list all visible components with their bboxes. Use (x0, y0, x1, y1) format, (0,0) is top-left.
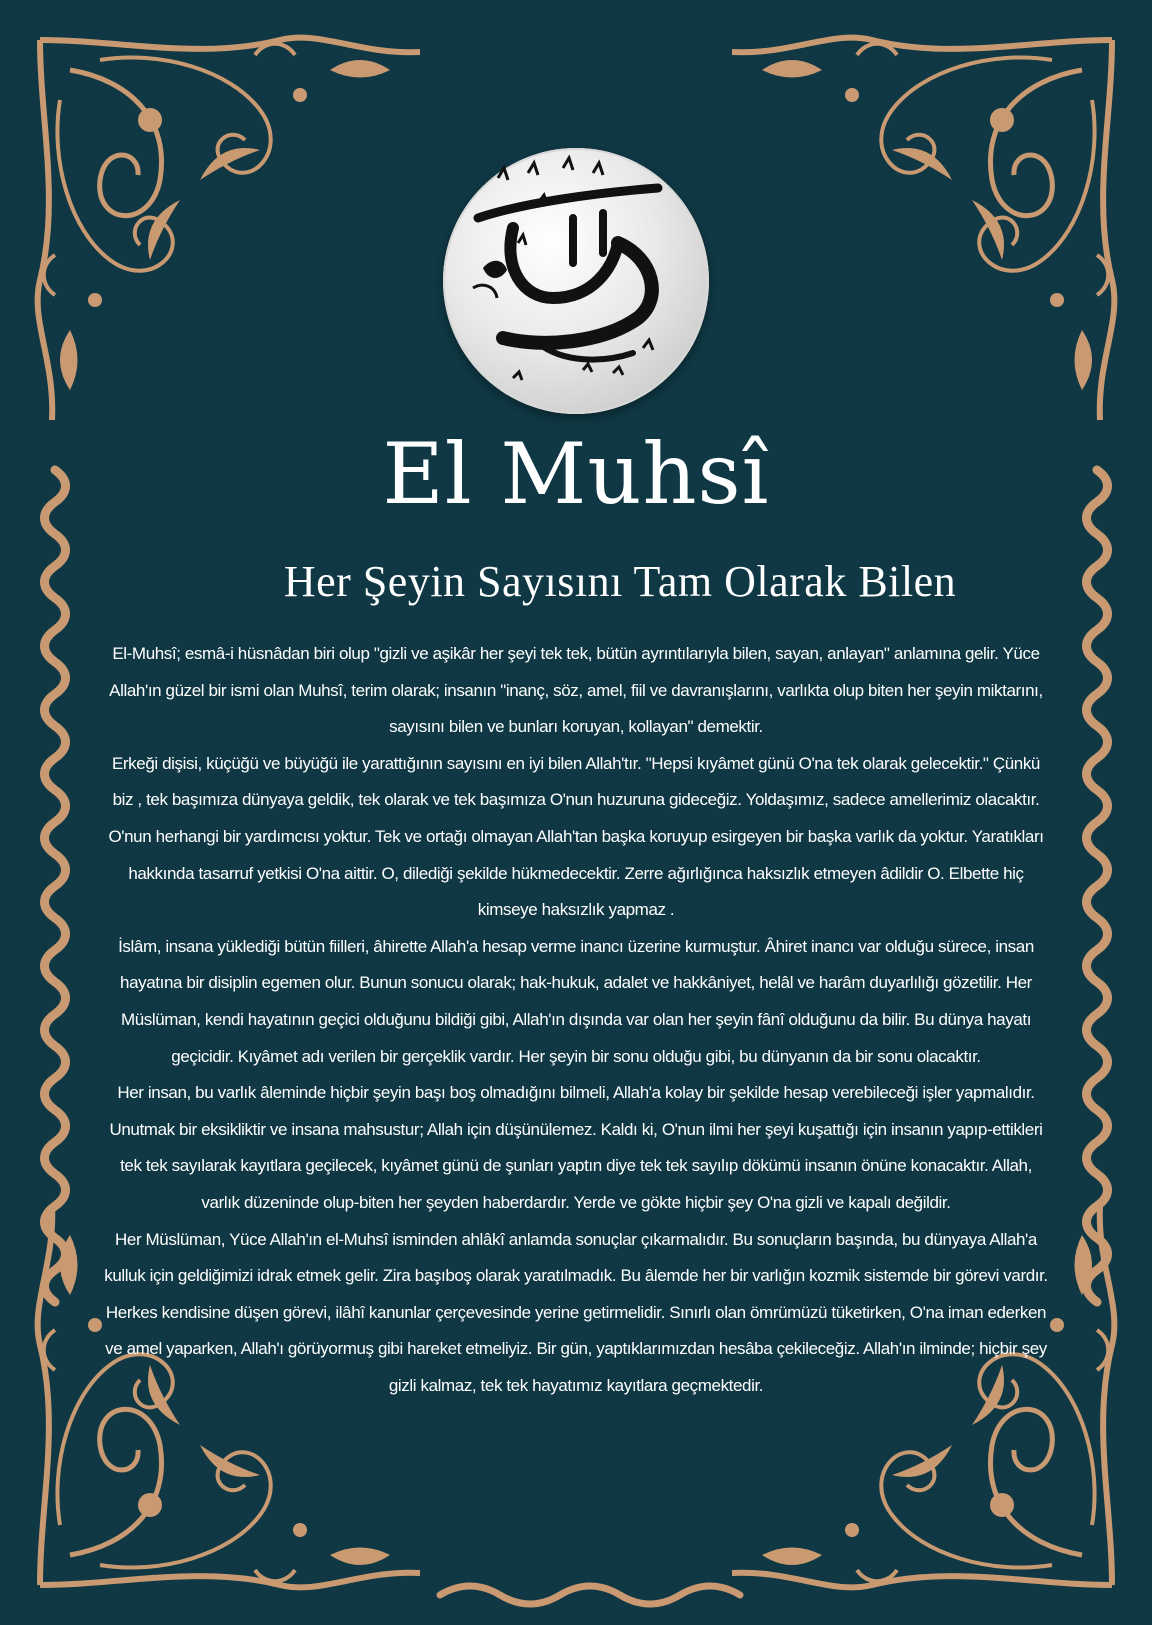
paragraph: Her Müslüman, Yüce Allah'ın el-Muhsî isminden ahlâkî anlamda sonuçlar çıkarmalıdır. Bu sonuçların başında, bu dünyaya Allah'a kulluk için geldiğimizi idrak etmek gelir. Zira başıboş olarak yaratılmadık. Bu âlemde her bir varlığın kozmik sistemde bir görevi vardır. Herkes kendisine düşen görevi, ilâhî kanunlar çerçevesinde yerine getirmelidir. Sınırlı olan ömrümüzü tüketirken, O'na iman ederken ve amel yaparken, Allah'ı görüyormuş gibi hareket etmeliyiz. Bir gün, yaptıklarımızdan hesâba çekileceğiz. Allah'ın ilminde; hiçbir şey gizli kalmaz, tek tek hayatımız kayıtlara geçmektedir. (104, 1229, 1048, 1395)
arabic-calligraphy-icon (443, 148, 709, 414)
page-subtitle: Her Şeyin Sayısını Tam Olarak Bilen (283, 557, 957, 606)
body-text (100, 636, 1052, 1404)
calligraphy-medallion (443, 148, 709, 414)
page-title: El Muhsî (382, 425, 770, 523)
paragraph: İslâm, insana yüklediği bütün fiilleri, âhirette Allah'a hesap verme inancı üzerine kurmuştur. Âhiret inancı var olduğu sürece, insan hayatına bir disiplin egemen olur. Bunun sonucu olarak; hak-hukuk, adalet ve hakkâniyet, helâl ve harâm duyarlılığı gözetilir. Her Müslüman, kendi hayatının geçici olduğunu bildiği gibi, Allah'ın dışında var olan her şeyin fânî olduğunu da bilir. Bu dünya hayatı geçicidir. Kıyâmet adı verilen bir gerçeklik vardır. Her şeyin bir sonu olduğu gibi, bu dünyanın da bir sonu olacaktır. (118, 936, 1034, 1066)
paragraph: Erkeği dişisi, küçüğü ve büyüğü ile yarattığının sayısını en iyi bilen Allah'tır. "Hepsi kıyâmet günü O'na tek olarak gelecektir." Çünkü biz , tek başımıza dünyaya geldik, tek olarak ve tek başımıza O'nun huzuruna gideceğiz. Yoldaşımız, sadece amellerimiz olacaktır. O'nun herhangi bir yardımcısı yoktur. Tek ve ortağı olmayan Allah'tan başka koruyup esirgeyen bir başka varlık da yoktur. Yaratıkları hakkında tasarruf yetkisi O'na aittir. O, dilediği şekilde hükmedecektir. Zerre ağırlığınca haksızlık etmeyen âdildir O. Elbette hiç kimseye haksızlık yapmaz . (108, 753, 1044, 920)
paragraph: El-Muhsî; esmâ-i hüsnâdan biri olup "gizli ve aşikâr her şeyi tek tek, bütün ayrıntılarıyla bilen, sayan, anlayan" anlamına gelir. Yüce Allah'ın güzel bir ismi olan Muhsî, terim olarak; insanın "inanç, söz, amel, fiil ve davranışlarını, varlıkta olup biten her şeyin miktarını, sayısını bilen ve bunları koruyan, kollayan" demektir. (109, 644, 1043, 737)
paragraph: Her insan, bu varlık âleminde hiçbir şeyin başı boş olmadığını bilmeli, Allah'a kolay bir şekilde hesap verebileceği işler yapmalıdır. Unutmak bir eksikliktir ve insana mahsustur; Allah için düşünülemez. Kaldı ki, O'nun ilmi her şeyi kuşattığı için insanın yapıp-ettikleri tek tek sayılarak kayıtlara geçilecek, kıyâmet günü de şunları yaptın diye tek tek sayılıp dökümü insanın önüne konacaktır. Allah, varlık düzeninde olup-biten her şeyden haberdardır. Yerde ve gökte hiçbir şey O'na gizli ve kapalı değildir. (109, 1083, 1043, 1212)
